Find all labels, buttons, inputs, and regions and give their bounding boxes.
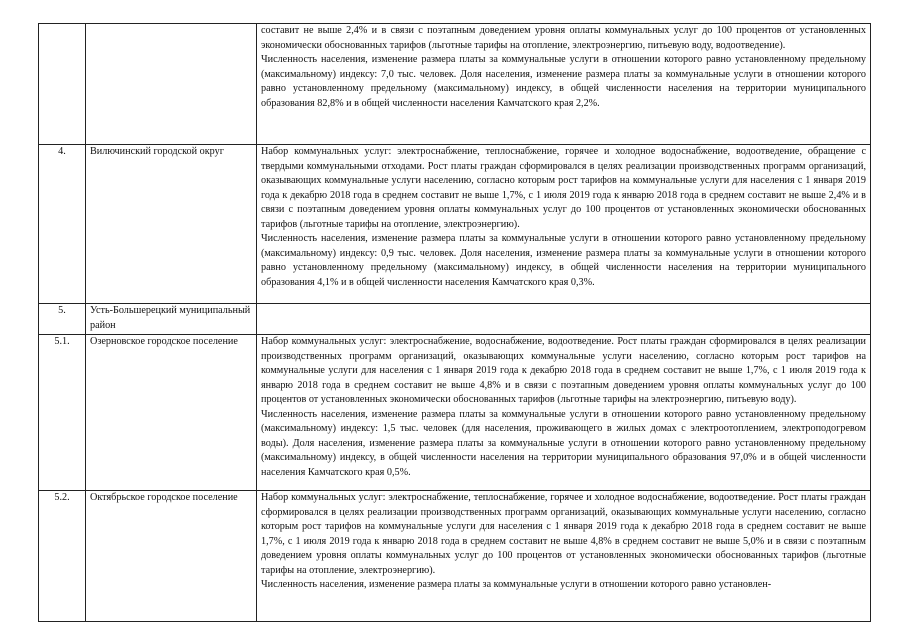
municipality-name: Усть-Большерецкий муниципальный район xyxy=(86,304,257,335)
row-description xyxy=(257,304,871,335)
row-number: 5. xyxy=(39,304,86,335)
description-paragraph: Набор коммунальных услуг: электроснабжение, водоснабжение, водоотведение. Рост платы граждан сформировался в целях реализации производственных программ организаций, оказывающих коммунальные услуги населению, согласно которым рост тарифов на коммунальные услуги для населения с 1 января 2019 года к декабрю 2018 года в среднем составит не выше 1,7%, с 1 июля 2019 года к январю 2018 года в среднем составит не выше 4,8% и в связи с поэтапным доведением уровня оплаты коммунальных услуг до 100 процентов от установленных экономически обоснованных тарифов (льготные тарифы на электроэнергию, питьевую воду). xyxy=(261,336,866,405)
description-paragraph: Набор коммунальных услуг: электроснабжение, теплоснабжение, горячее и холодное водоснабжение, водоотведение, обращение с твердыми коммунальными отходами. Рост платы граждан сформировался в целях реализации производственных программ организаций, оказывающих коммунальные услуги населению, согласно которым рост тарифов на коммунальные услуги для населения с 1 января 2019 года к декабрю 2018 года в среднем составит не выше 1,7%, с 1 июля 2019 года к январю 2018 года в среднем составит не выше 2,4% и в связи с поэтапным доведением уровня оплаты коммунальных услуг до 100 процентов от установленных экономически обоснованных тарифов (льготные тарифы на отопление, электроэнергию). xyxy=(261,146,866,230)
description-paragraph: Численность населения, изменение размера платы за коммунальные услуги в отношении которого равно установлен- xyxy=(261,579,772,590)
table-row xyxy=(39,24,871,145)
description-paragraph: Численность населения, изменение размера платы за коммунальные услуги в отношении которого равно установленному предельному (максимальному) индексу: 0,9 тыс. человек. Доля населения, изменение размера платы за коммунальные услуги в отношении которого равно установленному предельному (максимальному) индексу, в общей численности населения на территории муниципального образования 4,1% и в общей численности населения Камчатского края 0,3%. xyxy=(261,233,866,288)
table-row xyxy=(39,335,871,491)
municipality-name xyxy=(86,24,257,145)
row-number: 5.1. xyxy=(39,335,86,491)
description-paragraph: составит не выше 2,4% и в связи с поэтапным доведением уровня оплаты коммунальных услуг до 100 процентов от установленных экономически обоснованных тарифов (льготные тарифы на отопление, электроэнергию, питьевую воду, водоотведение). xyxy=(261,25,866,51)
row-description xyxy=(257,491,871,622)
description-paragraph: Численность населения, изменение размера платы за коммунальные услуги в отношении которого равно установленному предельному (максимальному) индексу: 7,0 тыс. человек. Доля населения, изменение размера платы за коммунальные услуги в отношении которого равно установленному предельному (максимальному) индексу, в общей численности населения на территории муниципального образования 82,8% и в общей численности населения Камчатского края 2,2%. xyxy=(261,54,866,109)
description-paragraph: Численность населения, изменение размера платы за коммунальные услуги в отношении которого равно установленному предельному (максимальному) индексу: 1,5 тыс. человек (для населения, проживающего в жилых домах с электроотоплением, электроподогревом воды). Доля населения, изменение размера платы за коммунальные услуги в отношении которого равно установленному предельному (максимальному) индексу, в общей численности населения на территории муниципального образования 97,0% и в общей численности населения Камчатского края 0,5%. xyxy=(261,408,866,478)
row-number xyxy=(39,24,86,145)
row-number: 4. xyxy=(39,145,86,304)
row-description xyxy=(257,145,871,304)
table-row xyxy=(39,491,871,622)
description-paragraph: Набор коммунальных услуг: электроснабжение, теплоснабжение, горячее и холодное водоснабжение, водоотведение. Рост платы граждан сформировался в целях реализации производственных программ организаций, оказывающих коммунальные услуги населению, согласно которым рост тарифов на коммунальные услуги для населения с 1 января 2019 года к декабрю 2018 года в среднем составит не выше 1,7%, с 1 июля 2019 года к январю 2018 года в среднем составит не выше 4,8% в среднем составит не выше 5,0% и в связи с поэтапным доведением уровня оплаты коммунальных услуг до 100 процентов от установленных экономически обоснованных тарифов (льготные тарифы на отопление, электроэнергию). xyxy=(261,492,866,576)
municipality-name: Октябрьское городское поселение xyxy=(86,491,257,622)
table-row xyxy=(39,145,871,304)
table-row xyxy=(39,304,871,335)
municipality-name: Озерновское городское поселение xyxy=(86,335,257,491)
municipality-name: Вилючинский городской округ xyxy=(86,145,257,304)
row-number: 5.2. xyxy=(39,491,86,622)
row-description xyxy=(257,24,871,145)
tariff-table xyxy=(38,23,871,622)
row-description xyxy=(257,335,871,491)
